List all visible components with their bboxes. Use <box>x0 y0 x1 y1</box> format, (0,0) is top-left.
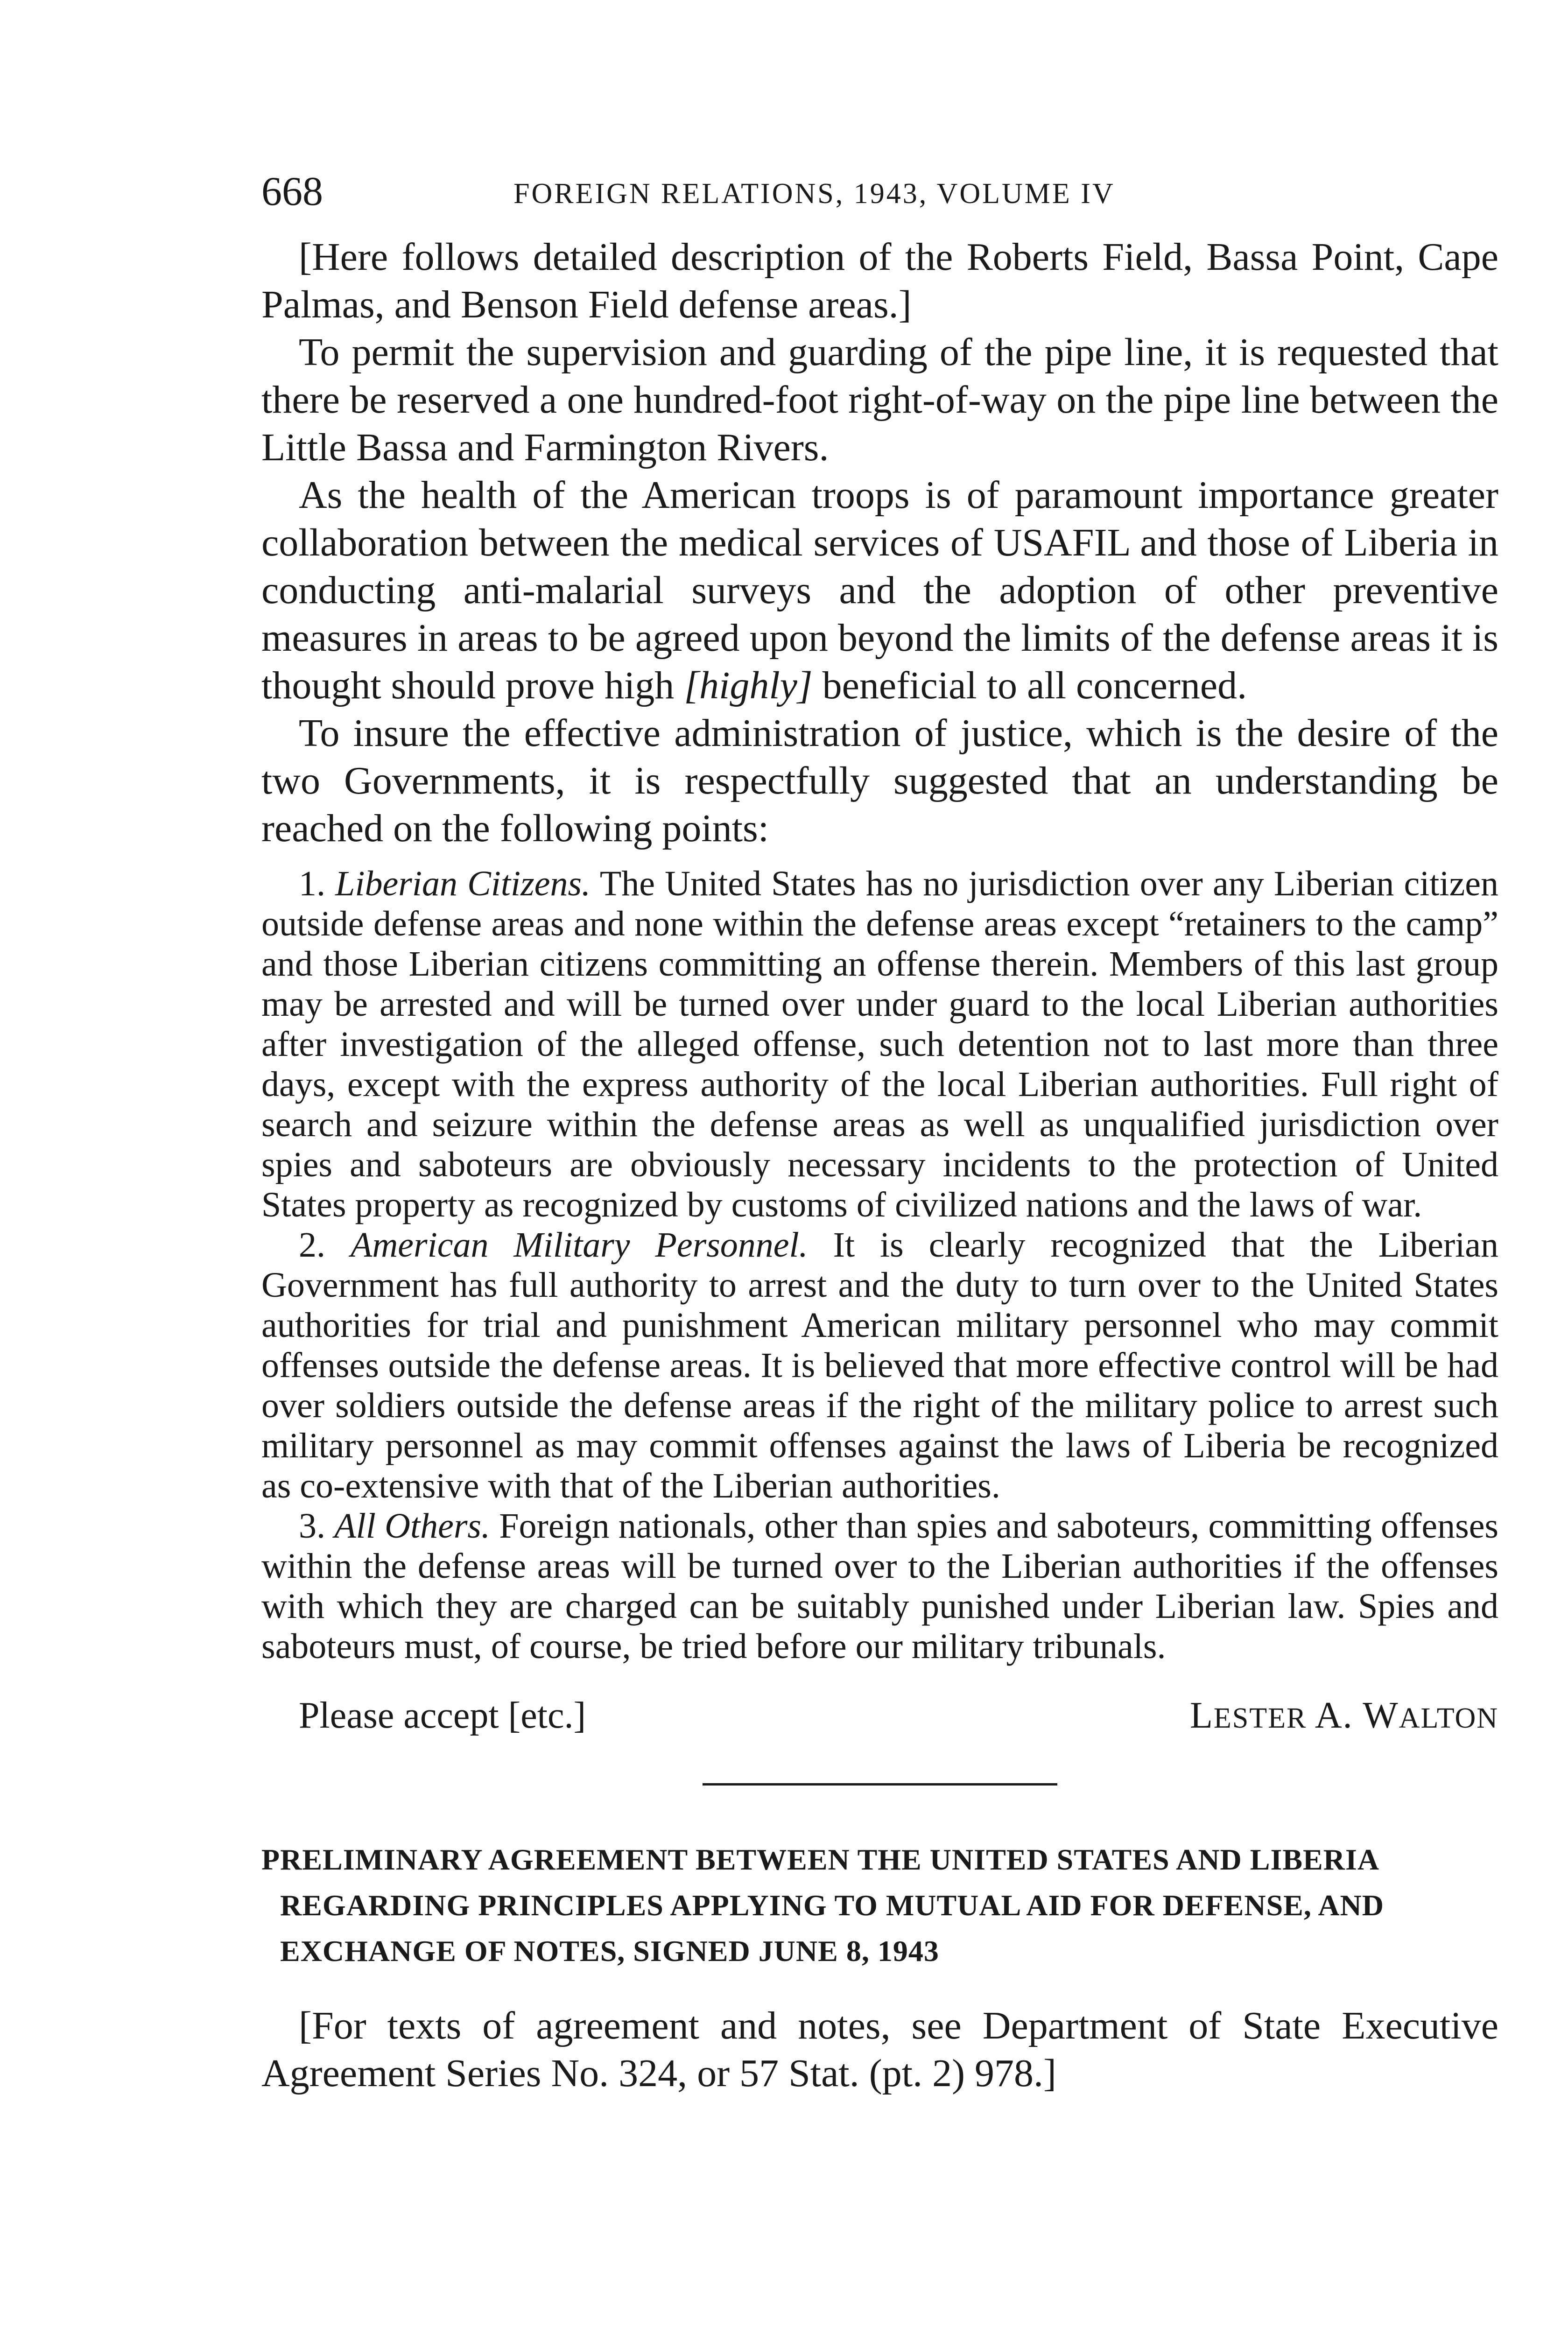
signature-part: L <box>1189 1695 1214 1736</box>
section-title: PRELIMINARY AGREEMENT BETWEEN THE UNITED STATES AND LIBERIA REGARDING PRINCIPLES APPLYING TO MUTUAL AID FOR DEFENSE, AND EXCHANGE OF NOTES, SIGNED JUNE 8, 1943 <box>261 1843 1384 1968</box>
paragraph-defense-areas-note: [Here follows detailed description of the Roberts Field, Bassa Point, Cape Palmas, and Benson Field defense areas.] <box>261 235 1498 326</box>
paragraph-health <box>261 471 1498 710</box>
paragraph-health-text-b: beneficial to all concerned. <box>812 664 1247 707</box>
point-title: Liberian Citizens. <box>335 864 591 903</box>
paragraph-justice: To insure the effective administration of justice, which is the desire of the two Governments, it is respectfully suggested that an understanding be reached on the following points: <box>261 711 1498 850</box>
page-header <box>261 168 1498 233</box>
point-number: 3. <box>299 1506 335 1546</box>
signature-part: ALTON <box>1399 1702 1498 1734</box>
point-item <box>261 1506 1498 1666</box>
page-number: 668 <box>261 169 323 214</box>
paragraph-pipe-line: To permit the supervision and guarding of the pipe line, it is requested that there be reserved a one hundred-foot right-of-way on the pipe line between the Little Bassa and Farmington Rivers. <box>261 330 1498 469</box>
point-title: American Military Personnel. <box>350 1225 808 1265</box>
point-text: The United States has no jurisdiction over any Liberian citizen outside defense areas and none within the defense areas except “retainers to the camp” and those Liberian citizens committing an offense therein. Members of this last group may be arrested and will be turned over under guard to the local Liberian authorities after investigation of the alleged offense, such detention not to last more than three days, except with the express authority of the local Liberian authorities. Full right of search and seizure within the defense areas as well as unqualified jurisdiction over spies and saboteurs are obviously necessary incidents to the protection of United States property as recognized by customs of civilized nations and the laws of war. <box>261 864 1498 1224</box>
point-title: All Others. <box>334 1506 491 1546</box>
point-text: It is clearly recognized that the Liberian Government has full authority to arrest and the duty to turn over to the United States authorities for trial and punishment American military personnel who may commit offenses outside the defense areas. It is believed that more effective control will be had over soldiers outside the defense areas if the right of the military police to arrest such military personnel as may commit offenses against the laws of Liberia be recognized as co-extensive with that of the Liberian authorities. <box>261 1225 1498 1505</box>
point-item <box>261 1225 1498 1506</box>
paragraph-health-text-a: As the health of the American troops is of paramount importance greater collaboration between the medical services of USAFIL and those of Liberia in conducting anti-malarial surveys and the adoption of other preventive measures in areas to be agreed upon beyond the limits of the defense areas it is thought should prove high <box>261 473 1498 707</box>
point-number: 1. <box>299 864 336 903</box>
points-list <box>261 864 1498 1666</box>
signature-part: A. W <box>1307 1695 1399 1736</box>
signature-part: ESTER <box>1213 1702 1307 1734</box>
signature <box>1190 1694 1498 1737</box>
point-text: Foreign nationals, other than spies and saboteurs, committing offenses within the defense areas will be turned over to the Liberian authorities if the offenses with which they are charged can be suitably punished under Liberian law. Spies and saboteurs must, of course, be tried before our military tribunals. <box>261 1506 1498 1666</box>
closing-line <box>261 1694 1498 1750</box>
point-item <box>261 864 1498 1225</box>
document-page <box>261 168 1498 2097</box>
paragraph-health-italic: [highly] <box>684 664 813 707</box>
running-head: FOREIGN RELATIONS, 1943, VOLUME IV <box>513 178 1115 210</box>
point-number: 2. <box>299 1225 351 1265</box>
closing-salutation: Please accept [etc.] <box>299 1695 586 1736</box>
section-divider <box>703 1783 1057 1786</box>
section-note: [For texts of agreement and notes, see Department of State Executive Agreement Series No. 324, or 57 Stat. (pt. 2) 978.] <box>261 2004 1498 2095</box>
